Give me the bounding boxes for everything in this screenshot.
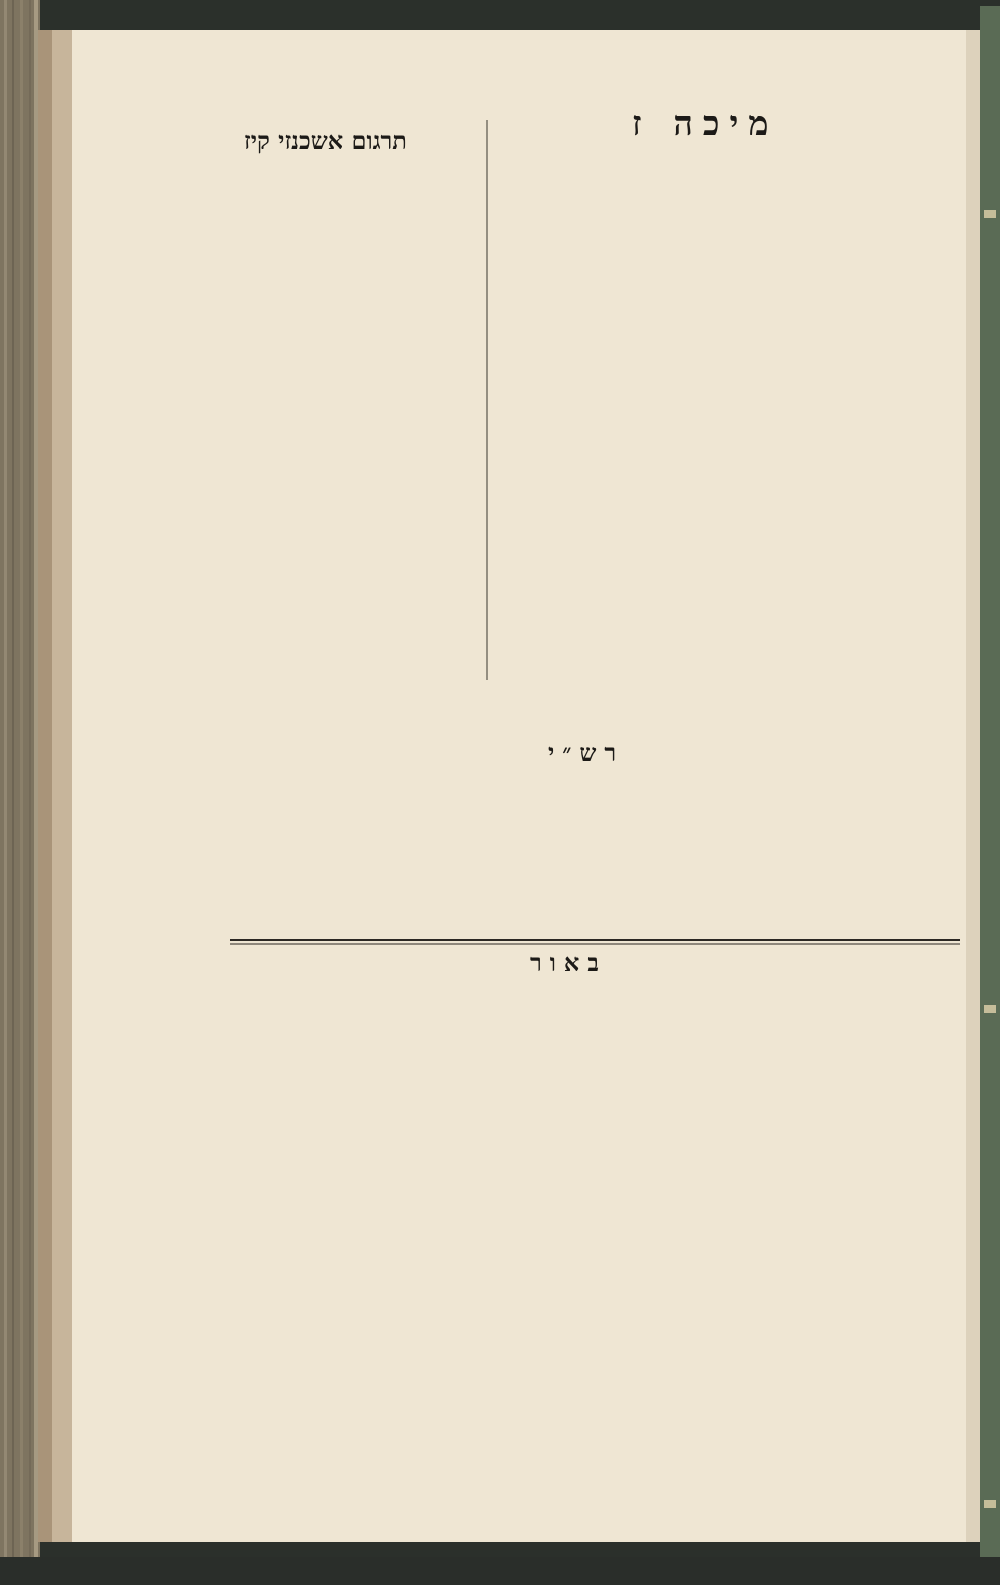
targum-line bbox=[222, 596, 478, 629]
biur-line bbox=[222, 1176, 964, 1205]
biur-line bbox=[222, 1090, 964, 1119]
biblical-text-line bbox=[492, 557, 962, 607]
targum-line bbox=[222, 365, 478, 398]
rashi-line bbox=[222, 764, 962, 792]
biblical-text-line bbox=[492, 457, 962, 507]
rashi-title: רש״י bbox=[548, 738, 625, 767]
biblical-text-line bbox=[492, 507, 962, 557]
rashi-line bbox=[222, 820, 962, 848]
targum-header: תרגום אשכנזי קיז bbox=[244, 126, 407, 155]
biur-title: באור bbox=[530, 948, 607, 977]
biur-line bbox=[222, 1405, 964, 1434]
biblical-text-line bbox=[492, 157, 962, 207]
biur-line bbox=[222, 1491, 964, 1520]
targum-line bbox=[222, 530, 478, 563]
targum-line bbox=[222, 629, 478, 662]
rashi-line bbox=[222, 876, 962, 904]
targum-line bbox=[222, 497, 478, 530]
targum-continuation-line bbox=[222, 682, 960, 712]
biblical-text-line bbox=[492, 257, 962, 307]
biur-line bbox=[222, 1376, 964, 1405]
biur-line bbox=[222, 1119, 964, 1148]
biur-line bbox=[222, 1233, 964, 1262]
targum-line bbox=[222, 266, 478, 299]
biur-line bbox=[222, 1005, 964, 1034]
biur-line bbox=[222, 1205, 964, 1234]
targum-line bbox=[222, 299, 478, 332]
biur-line bbox=[222, 1434, 964, 1463]
biur-line bbox=[222, 1556, 964, 1585]
rashi-line bbox=[222, 848, 962, 876]
targum-line bbox=[222, 332, 478, 365]
targum-line bbox=[222, 398, 478, 431]
book-chapter-header: מיכה ז bbox=[632, 104, 779, 144]
rashi-line bbox=[222, 792, 962, 820]
biblical-text-line bbox=[492, 207, 962, 257]
targum-line bbox=[222, 464, 478, 497]
biur-line bbox=[222, 1291, 964, 1320]
biur-line bbox=[222, 1319, 964, 1348]
biur-line bbox=[222, 1148, 964, 1177]
biur-line bbox=[222, 1348, 964, 1377]
targum-line bbox=[222, 200, 478, 233]
targum-line bbox=[222, 431, 478, 464]
biur-line bbox=[222, 1062, 964, 1091]
biur-line bbox=[222, 976, 964, 1005]
targum-line bbox=[222, 563, 478, 596]
targum-line bbox=[222, 233, 478, 266]
biur-line bbox=[222, 1033, 964, 1062]
biur-line bbox=[222, 1462, 964, 1491]
targum-line bbox=[222, 167, 478, 200]
biblical-text-line bbox=[492, 307, 962, 357]
rashi-line bbox=[222, 904, 962, 932]
biblical-text-line bbox=[492, 407, 962, 457]
biblical-text-line bbox=[492, 357, 962, 407]
biur-line bbox=[222, 1519, 964, 1548]
biblical-text-line bbox=[492, 607, 962, 657]
biur-line bbox=[222, 1262, 964, 1291]
